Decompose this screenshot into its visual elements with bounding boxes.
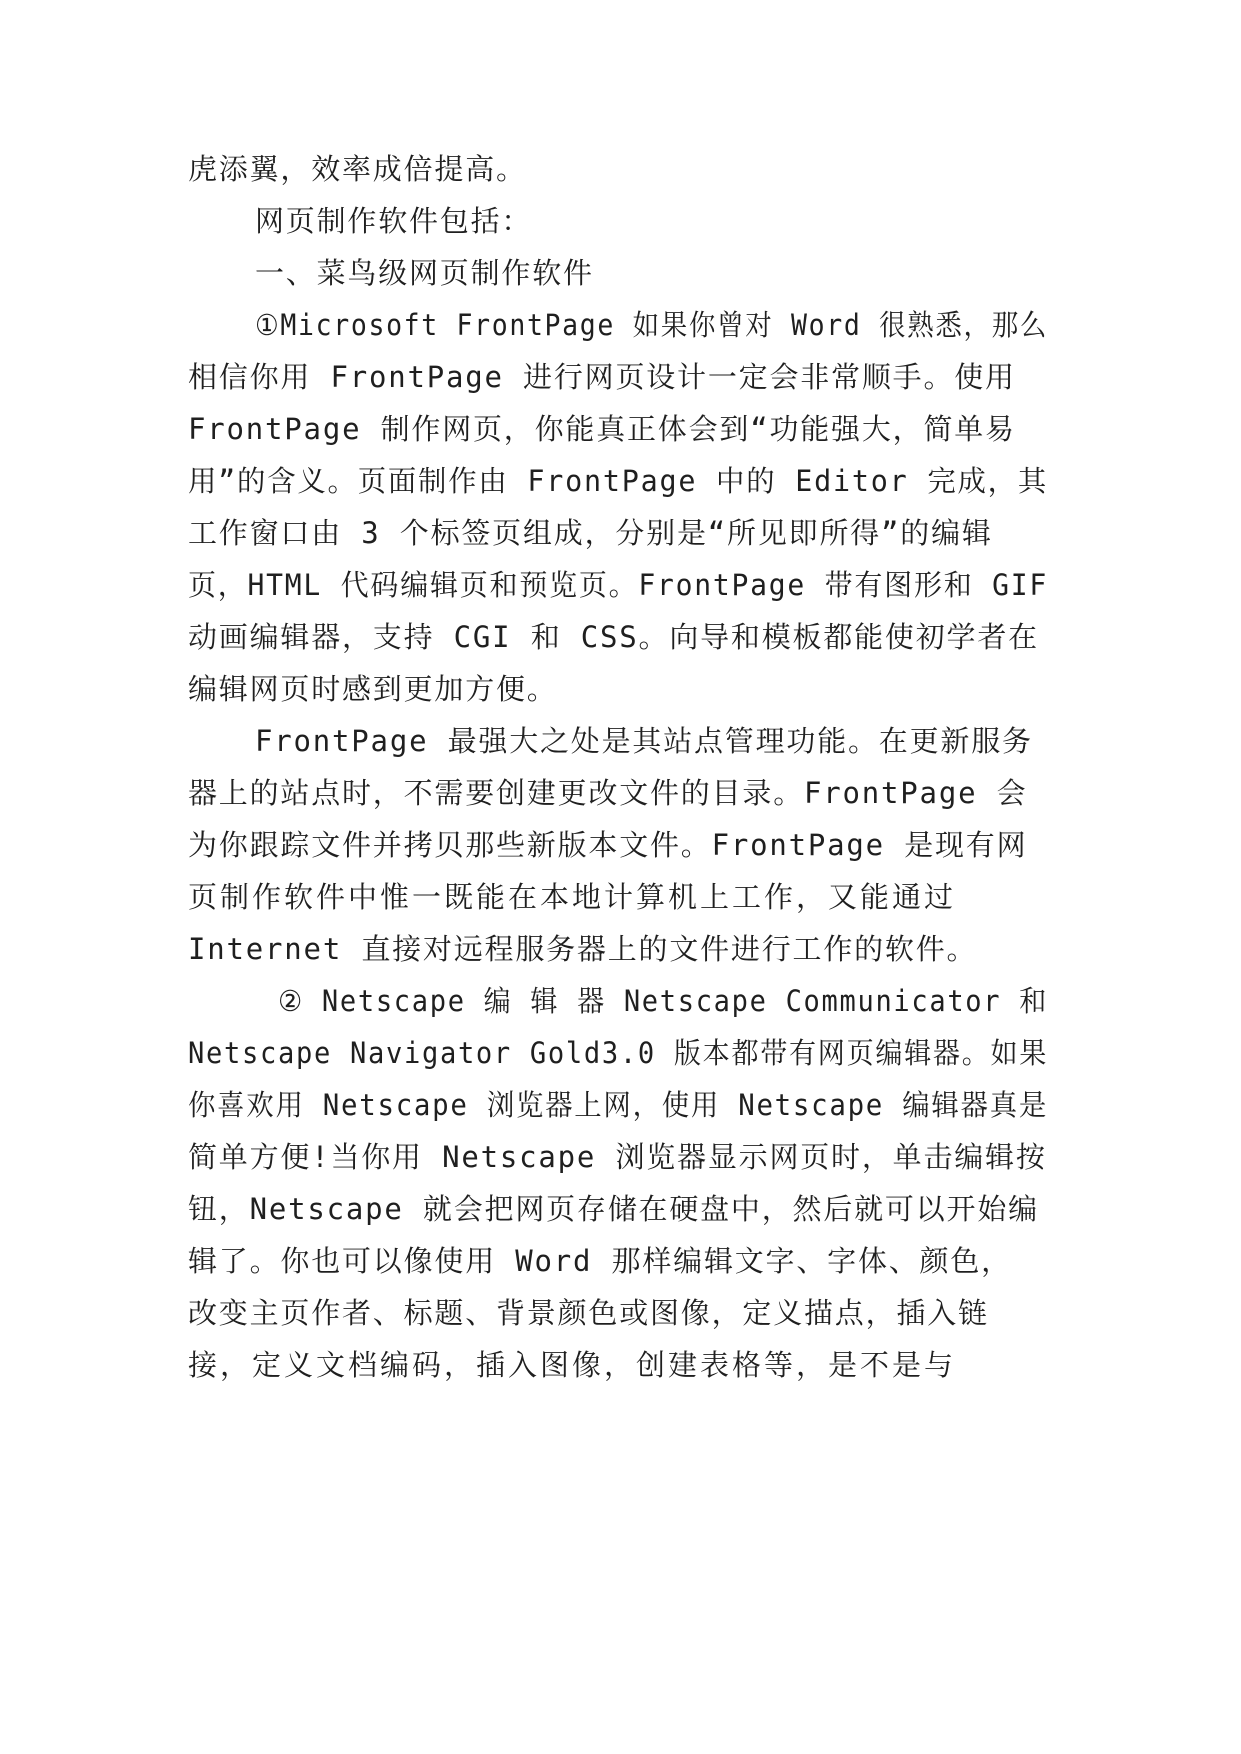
text-line-22: 辑了。你也可以像使用 Word 那样编辑文字、字体、颜色， (188, 1244, 1012, 1278)
text-line-6: FrontPage 制作网页，你能真正体会到“功能强大，简单易 (188, 412, 1016, 446)
text-line-24: 接，定义文档编码，插入图像，创建表格等，是不是与 (188, 1348, 957, 1382)
text-line-18: Netscape Navigator Gold3.0 版本都带有网页编辑器。如果 (188, 1036, 1049, 1070)
text-line-10: 动画编辑器，支持 CGI 和 CSS。向导和模板都能使初学者在 (188, 620, 1039, 654)
text-line-19: 你喜欢用 Netscape 浏览器上网，使用 Netscape 编辑器真是 (188, 1088, 1048, 1122)
text-line-21: 钮，Netscape 就会把网页存储在硬盘中，然后就可以开始编 (188, 1192, 1039, 1226)
text-line-3: 一、菜鸟级网页制作软件 (255, 256, 594, 290)
text-line-7: 用”的含义。页面制作由 FrontPage 中的 Editor 完成，其 (188, 464, 1049, 498)
text-line-13: 器上的站点时，不需要创建更改文件的目录。FrontPage 会 (188, 776, 1028, 810)
text-line-5: 相信你用 FrontPage 进行网页设计一定会非常顺手。使用 (188, 360, 1016, 394)
text-line-8: 工作窗口由 3 个标签页组成，分别是“所见即所得”的编辑 (188, 516, 993, 550)
text-line-11: 编辑网页时感到更加方便。 (188, 672, 558, 706)
text-line-1: 虎添翼，效率成倍提高。 (188, 152, 527, 186)
text-line-15: 页制作软件中惟一既能在本地计算机上工作，又能通过 (188, 880, 957, 914)
text-line-23: 改变主页作者、标题、背景颜色或图像，定义描点，插入链 (188, 1296, 989, 1330)
text-line-17: ② Netscape 编 辑 器 Netscape Communicator 和 (278, 984, 1048, 1018)
text-line-20: 简单方便!当你用 Netscape 浏览器显示网页时，单击编辑按 (188, 1140, 1047, 1174)
text-line-9: 页，HTML 代码编辑页和预览页。FrontPage 带有图形和 GIF (188, 568, 1048, 602)
text-line-12: FrontPage 最强大之处是其站点管理功能。在更新服务 (255, 724, 1033, 758)
text-line-14: 为你跟踪文件并拷贝那些新版本文件。FrontPage 是现有网 (188, 828, 1028, 862)
text-line-16: Internet 直接对远程服务器上的文件进行工作的软件。 (188, 932, 978, 966)
text-line-4: ①Microsoft FrontPage 如果你曾对 Word 很熟悉，那么 (255, 308, 1049, 342)
text-line-2: 网页制作软件包括： (255, 204, 533, 238)
